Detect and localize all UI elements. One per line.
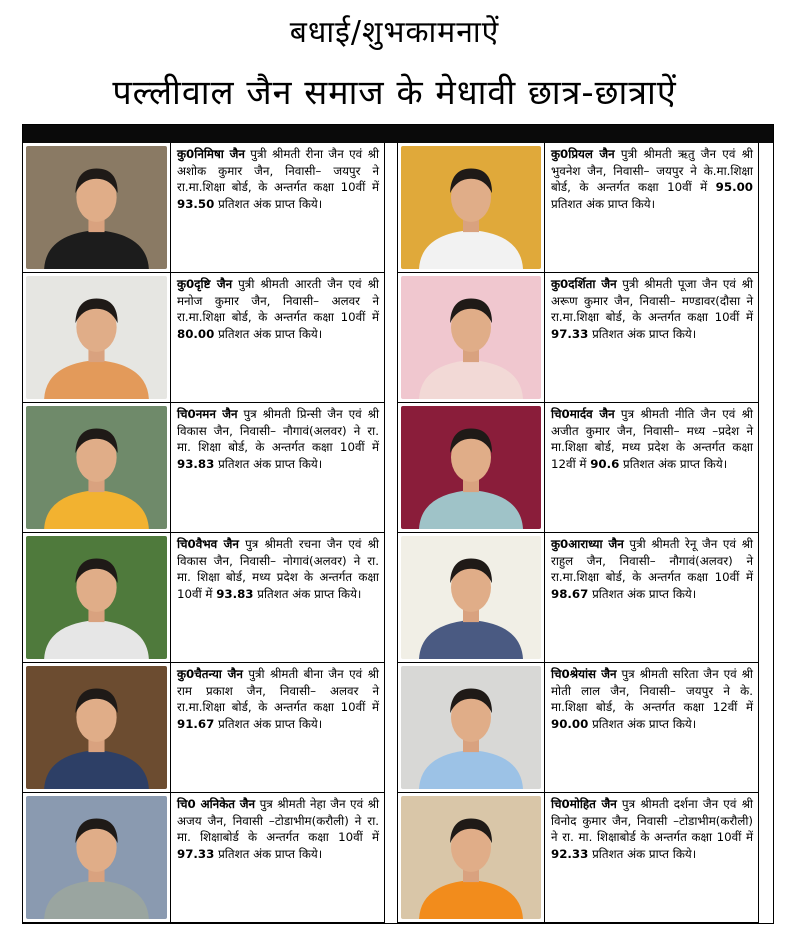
student-name: कु0प्रियल जैन: [551, 147, 615, 161]
student-name: कु0दृष्टि जैन: [177, 277, 233, 291]
student-details: पुत्र श्रीमती सरिता जैन एवं श्री मोती लाल जैन, निवासी– जयपुर ने के. मा.शिक्षा बोर्ड, के अन्तर्गत कक्षा 12वीं में: [551, 667, 753, 714]
student-score-suffix: प्रतिशत अंक प्राप्त किये।: [214, 846, 323, 861]
title-line-2: पल्लीवाल जैन समाज के मेधावी छात्र-छात्राऐं: [112, 73, 677, 113]
student-score: 97.33: [551, 326, 589, 341]
student-photo-cell: [397, 533, 545, 663]
student-details: पुत्र श्रीमती प्रिन्सी जैन एवं श्री विकास जैन, निवासी– नौगावं(अलवर) ने रा. मा. शिक्षा बोर्ड, के अन्तर्गत कक्षा 10वीं में: [177, 407, 380, 454]
student-details: पुत्री श्रीमती आरती जैन एवं श्री मनोज कुमार जैन, निवासी– अलवर ने रा.मा.शिक्षा बोर्ड, के अन्तर्गत कक्षा 10वीं में: [177, 277, 379, 324]
student-photo-cell: [23, 663, 171, 793]
student-photo-cell: [397, 403, 545, 533]
student-photo: [26, 406, 167, 529]
title-line-1: बधाई/शुभकामनाऐं: [289, 15, 500, 50]
student-details: पुत्री श्रीमती रीना जैन एवं श्री अशोक कुमार जैन, निवासी– जयपुर ने रा.मा.शिक्षा बोर्ड, के अन्तर्गत कक्षा 10वीं में: [177, 147, 379, 194]
student-photo: [26, 536, 167, 659]
student-description: [545, 143, 759, 273]
student-photo-cell: [23, 793, 171, 923]
student-description: [171, 403, 385, 533]
student-photo: [26, 276, 167, 399]
student-photo: [401, 666, 541, 789]
students-table: [22, 124, 774, 924]
student-photo: [26, 796, 167, 919]
student-score-suffix: प्रतिशत अंक प्राप्त किये।: [214, 326, 323, 341]
student-details: पुत्र श्रीमती रचना जैन एवं श्री विकास जैन, निवासी– नोगावं(अलवर) ने रा. मा. शिक्षा बोर्ड, मध्य प्रदेश के अन्तर्गत कक्षा 10वीं में: [177, 537, 379, 601]
student-name: कु0दर्शिता जैन: [551, 277, 617, 291]
student-photo-cell: [23, 273, 171, 403]
student-score-suffix: प्रतिशत अंक प्राप्त किये।: [253, 586, 362, 601]
student-score: 98.67: [551, 586, 589, 601]
student-name: चि0मोहित जैन: [551, 797, 617, 811]
student-score: 90.6: [590, 456, 620, 471]
student-photo-cell: [397, 793, 545, 923]
student-score: 93.50: [177, 196, 215, 211]
student-score: 93.83: [177, 456, 215, 471]
student-score: 80.00: [177, 326, 215, 341]
student-score: 95.00: [715, 180, 753, 194]
student-description: [171, 143, 385, 273]
student-description: [171, 663, 385, 793]
student-photo-cell: [397, 663, 545, 793]
student-score: 92.33: [551, 846, 589, 861]
student-photo: [401, 406, 541, 529]
student-score-suffix: प्रतिशत अंक प्राप्त किये।: [551, 196, 656, 211]
student-description: [545, 533, 759, 663]
student-details: पुत्री श्रीमती ऋतु जैन एवं श्री भुवनेश जैन, निवासी– जयपुर ने के.मा.शिक्षा बोर्ड, के अन्तर्गत कक्षा 10वीं में: [551, 147, 753, 194]
student-details: पुत्री श्रीमती रेनू जैन एवं श्री राहुल जैन, निवासी– नौगावं(अलवर) ने रा.मा.शिक्षा बोर्ड, के अन्तर्गत कक्षा 10वीं में: [551, 537, 753, 584]
student-name: चि0वैभव जैन: [177, 537, 239, 551]
student-score-suffix: प्रतिशत अंक प्राप्त किये।: [619, 456, 728, 471]
student-photo-cell: [397, 143, 545, 273]
student-description: [545, 793, 759, 923]
student-description: [171, 793, 385, 923]
student-score-suffix: प्रतिशत अंक प्राप्त किये।: [214, 196, 323, 211]
student-name: चि0 अनिकेत जैन: [177, 797, 256, 811]
student-photo: [26, 666, 167, 789]
student-score-suffix: प्रतिशत अंक प्राप्त किये।: [588, 716, 697, 731]
student-details: पुत्री श्रीमती बीना जैन एवं श्री राम प्रकाश जैन, निवासी– अलवर ने रा.मा.शिक्षा बोर्ड, के अन्तर्गत कक्षा 10वीं में: [177, 667, 379, 714]
student-name: कु0आराध्या जैन: [551, 537, 624, 551]
student-score-suffix: प्रतिशत अंक प्राप्त किये।: [214, 716, 323, 731]
student-details: पुत्री श्रीमती पूजा जैन एवं श्री अरूण कुमार जैन, निवासी– मण्डावर(दौसा ने रा.मा.शिक्षा बोर्ड, के अन्तर्गत कक्षा 10वीं में: [551, 277, 753, 324]
student-photo-cell: [23, 143, 171, 273]
student-details: पुत्र श्रीमती नेहा जैन एवं श्री अजय जैन, निवासी –टोडाभीम(करौली) ने रा. मा. शिक्षाबोर्ड के अन्तर्गत कक्षा 10वीं में: [177, 797, 379, 844]
student-name: चि0श्रेयांस जैन: [551, 667, 617, 681]
student-photo: [26, 146, 167, 269]
student-photo: [401, 536, 541, 659]
student-score-suffix: प्रतिशत अंक प्राप्त किये।: [588, 326, 697, 341]
student-details: पुत्र श्रीमती नीति जैन एवं श्री अजीत कुमार जैन, निवासी– मध्य –प्रदेश ने मा.शिक्षा बोर्ड, मध्य प्रदेश के अन्तर्गत कक्षा 12वीं में: [551, 407, 753, 471]
student-photo: [401, 276, 541, 399]
table-header-bar: [23, 125, 773, 143]
student-description: [545, 663, 759, 793]
student-photo-cell: [23, 403, 171, 533]
student-score-suffix: प्रतिशत अंक प्राप्त किये।: [588, 586, 697, 601]
student-details: पुत्र श्रीमती दर्शना जैन एवं श्री विनोद कुमार जैन, निवासी –टोडाभीम(करौली) ने रा. मा. शिक्षाबोर्ड के अन्तर्गत कक्षा 10वीं में: [551, 797, 753, 844]
student-description: [171, 273, 385, 403]
student-description: [545, 273, 759, 403]
student-name: कु0चैतन्या जैन: [177, 667, 243, 681]
student-photo: [401, 146, 541, 269]
student-score: 91.67: [177, 716, 215, 731]
student-score: 97.33: [177, 846, 215, 861]
student-score-suffix: प्रतिशत अंक प्राप्त किये।: [588, 846, 697, 861]
student-score-suffix: प्रतिशत अंक प्राप्त किये।: [214, 456, 323, 471]
student-description: [545, 403, 759, 533]
student-description: [171, 533, 385, 663]
student-photo-cell: [23, 533, 171, 663]
student-name: चि0मार्दव जैन: [551, 407, 615, 421]
student-photo-cell: [397, 273, 545, 403]
student-name: कु0निमिषा जैन: [177, 147, 245, 161]
student-score: 93.83: [216, 586, 254, 601]
student-name: चि0नमन जैन: [177, 407, 238, 421]
student-score: 90.00: [551, 716, 589, 731]
student-photo: [401, 796, 541, 919]
